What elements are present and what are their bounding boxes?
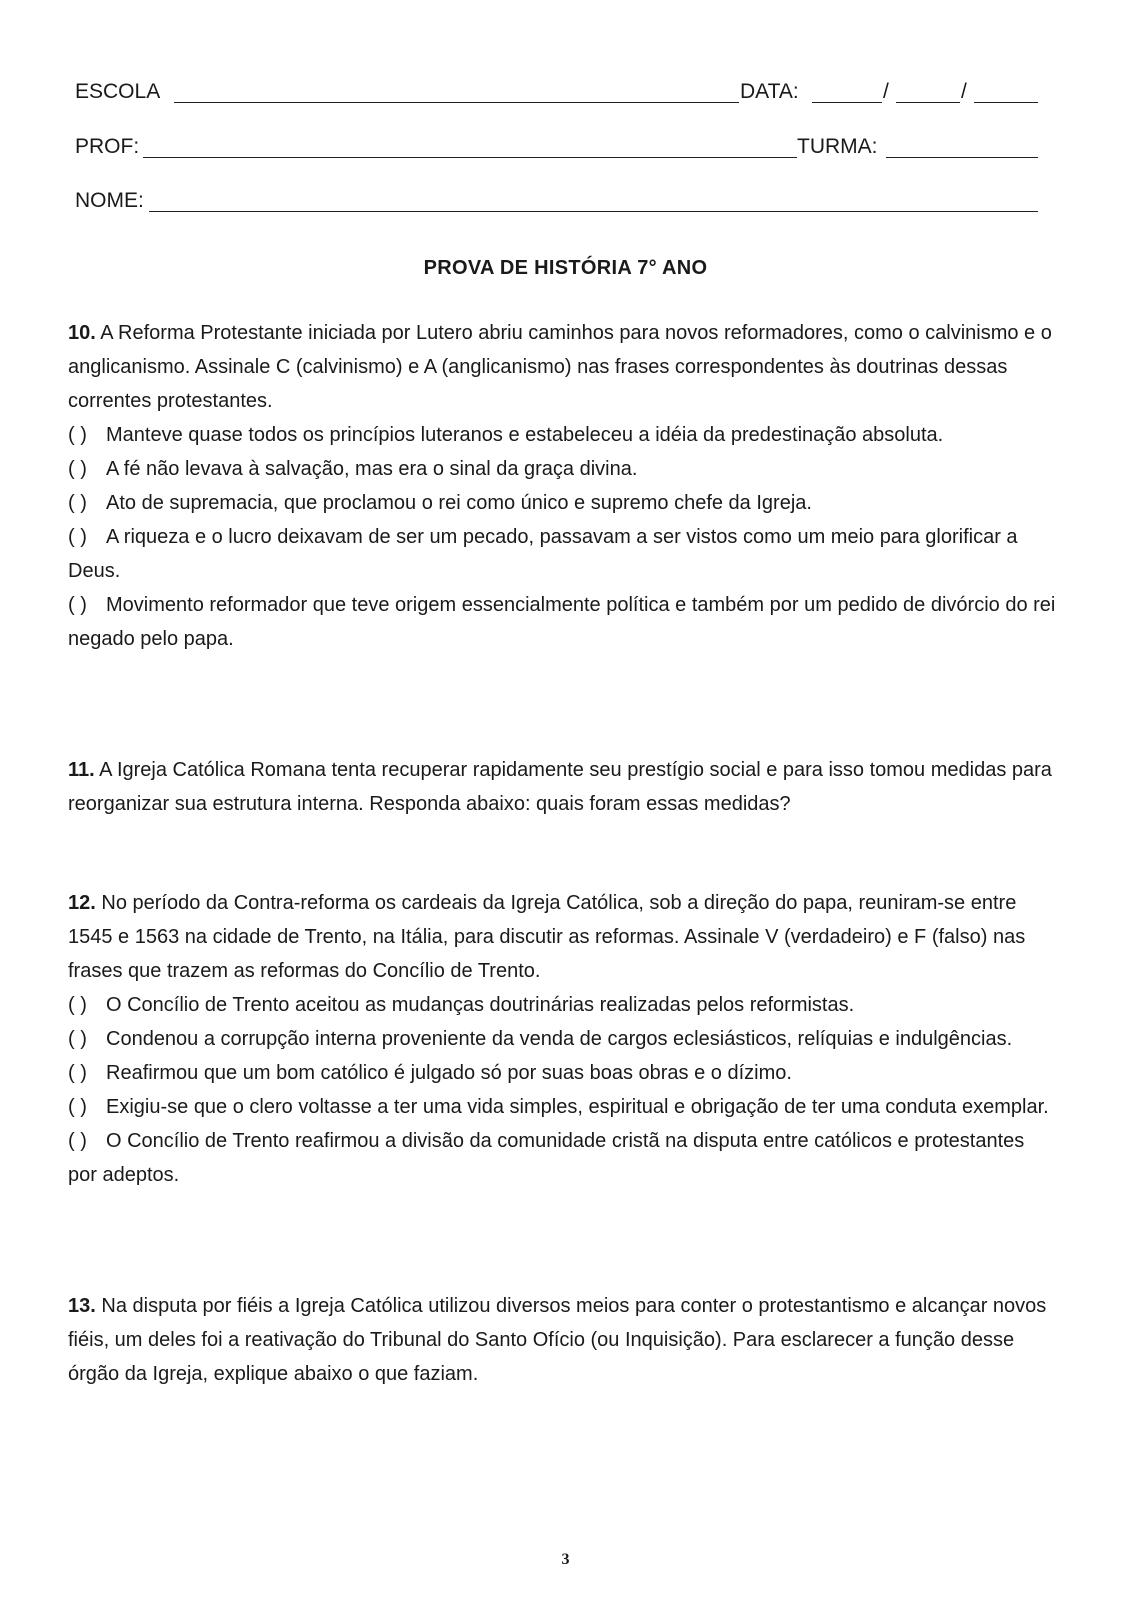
option-item[interactable] — [68, 418, 1058, 452]
page-number: 3 — [561, 1551, 570, 1568]
question-text: No período da Contra-reforma os cardeais da Igreja Católica, sob a direção do papa, reuniram-se entre 1545 e 1563 na cidade de Trento, na Itália, para discutir as reformas. Assinale V (verdadeiro) e F (falso) nas frases que trazem as reformas do Concílio de Trento. — [68, 892, 1026, 982]
prof-field[interactable] — [143, 157, 797, 158]
page-title: PROVA DE HISTÓRIA 7° ANO — [423, 257, 708, 279]
option-item[interactable] — [68, 452, 1058, 486]
option-text: A fé não levava à salvação, mas era o sinal da graça divina. — [106, 458, 638, 480]
question-text: Na disputa por fiéis a Igreja Católica utilizou diversos meios para conter o protestantismo e alcançar novos fiéis, um deles foi a reativação do Tribunal do Santo Ofício (ou Inquisição). Para esclarecer a função desse órgão da Igreja, explique abaixo o que faziam. — [68, 1295, 1047, 1385]
question-12 — [68, 886, 1058, 1192]
turma-label: TURMA: — [797, 135, 878, 158]
option-item[interactable] — [68, 1022, 1058, 1056]
answer-blank[interactable]: ( ) — [68, 994, 87, 1016]
question-10-stem — [68, 316, 1058, 418]
answer-blank[interactable]: ( ) — [68, 1130, 87, 1152]
question-text: A Igreja Católica Romana tenta recuperar rapidamente seu prestígio social e para isso tomou medidas para reorganizar sua estrutura interna. Responda abaixo: quais foram essas medidas? — [68, 759, 1052, 815]
option-text: Exigiu-se que o clero voltasse a ter uma vida simples, espiritual e obrigação de ter uma conduta exemplar. — [106, 1096, 1049, 1118]
option-text: Condenou a corrupção interna proveniente da venda de cargos eclesiásticos, relíquias e indulgências. — [106, 1028, 1013, 1050]
option-item[interactable] — [68, 1090, 1058, 1124]
option-text: O Concílio de Trento aceitou as mudanças doutrinárias realizadas pelos reformistas. — [106, 994, 855, 1016]
question-13-stem — [68, 1289, 1058, 1391]
option-item[interactable] — [68, 1056, 1058, 1090]
question-10 — [68, 316, 1058, 656]
question-number: 10. — [68, 322, 96, 344]
option-text: A riqueza e o lucro deixavam de ser um pecado, passavam a ser vistos como um meio para glorificar a Deus. — [68, 526, 1018, 582]
option-item[interactable] — [68, 520, 1058, 588]
turma-field[interactable] — [886, 157, 1038, 158]
escola-label: ESCOLA — [75, 80, 161, 103]
question-number: 13. — [68, 1295, 96, 1317]
option-text: Manteve quase todos os princípios luteranos e estabeleceu a idéia da predestinação absoluta. — [106, 424, 944, 446]
answer-blank[interactable]: ( ) — [68, 424, 87, 446]
question-13 — [68, 1289, 1058, 1391]
answer-blank[interactable]: ( ) — [68, 1096, 87, 1118]
option-item[interactable] — [68, 988, 1058, 1022]
question-11-stem — [68, 753, 1058, 821]
data-month-field[interactable] — [896, 102, 960, 103]
option-item[interactable] — [68, 1124, 1058, 1192]
question-text: A Reforma Protestante iniciada por Lutero abriu caminhos para novos reformadores, como o calvinismo e o anglicanismo. Assinale C (calvinismo) e A (anglicanismo) nas frases correspondentes às doutrinas dessas correntes protestantes. — [68, 322, 1052, 412]
option-item[interactable] — [68, 486, 1058, 520]
data-year-field[interactable] — [974, 102, 1038, 103]
answer-blank[interactable]: ( ) — [68, 526, 87, 548]
data-day-field[interactable] — [812, 102, 882, 103]
data-label: DATA: — [740, 80, 799, 103]
answer-blank[interactable]: ( ) — [68, 492, 87, 514]
data-slash-1: / — [883, 80, 889, 103]
question-number: 11. — [68, 759, 95, 781]
nome-field[interactable] — [149, 211, 1038, 212]
nome-label: NOME: — [75, 189, 144, 212]
question-11 — [68, 753, 1058, 821]
answer-blank[interactable]: ( ) — [68, 458, 87, 480]
data-slash-2: / — [961, 80, 967, 103]
prof-label: PROF: — [75, 135, 140, 158]
option-text: O Concílio de Trento reafirmou a divisão da comunidade cristã na disputa entre católicos e protestantes por adeptos. — [68, 1130, 1025, 1186]
question-number: 12. — [68, 892, 96, 914]
question-12-stem — [68, 886, 1058, 988]
option-text: Movimento reformador que teve origem essencialmente política e também por um pedido de divórcio do rei negado pelo papa. — [68, 594, 1056, 650]
answer-blank[interactable]: ( ) — [68, 594, 87, 616]
answer-blank[interactable]: ( ) — [68, 1062, 87, 1084]
escola-field[interactable] — [174, 102, 739, 103]
option-text: Ato de supremacia, que proclamou o rei como único e supremo chefe da Igreja. — [106, 492, 812, 514]
answer-blank[interactable]: ( ) — [68, 1028, 87, 1050]
option-item[interactable] — [68, 588, 1058, 656]
option-text: Reafirmou que um bom católico é julgado só por suas boas obras e o dízimo. — [106, 1062, 792, 1084]
